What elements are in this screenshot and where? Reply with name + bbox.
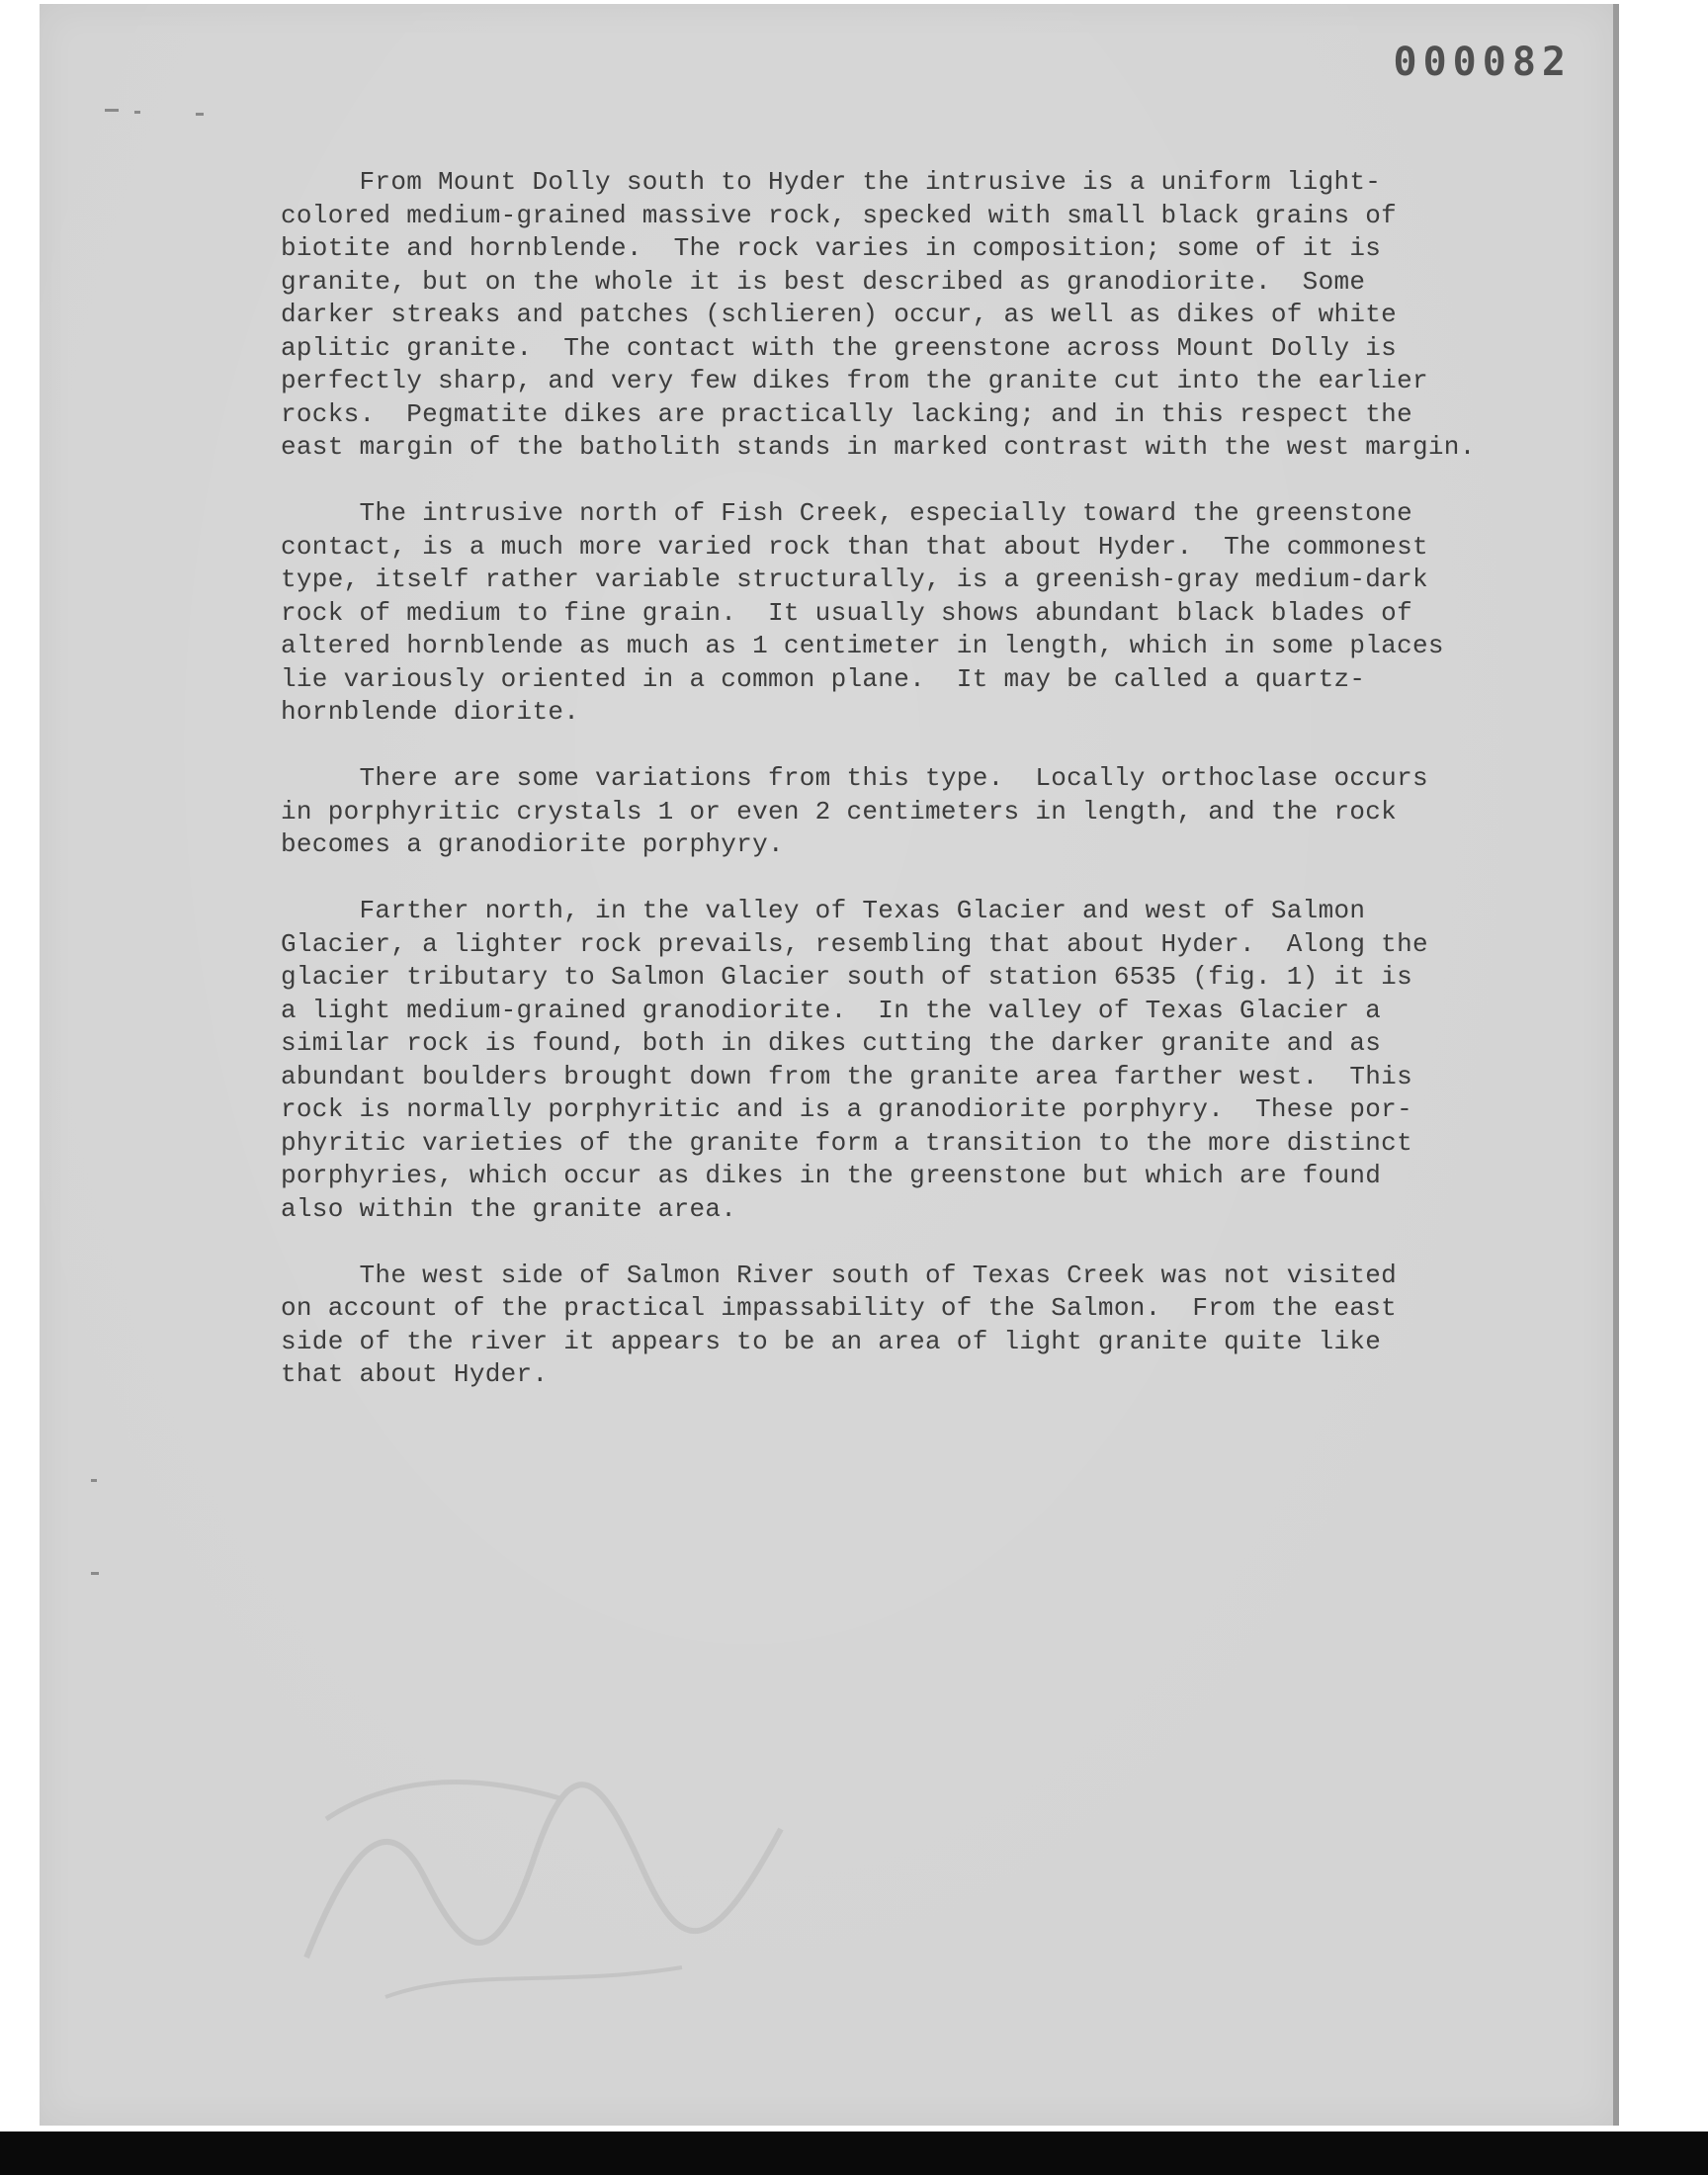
margin-mark: [91, 1572, 99, 1575]
text-line: The west side of Salmon River south of Texas Creek was not visited: [281, 1260, 1398, 1290]
text-line: type, itself rather variable structurally, is a greenish-gray medium-dark: [281, 565, 1428, 594]
paragraph-texas-glacier: [281, 895, 1566, 1226]
text-line: Glacier, a lighter rock prevails, resembling that about Hyder. Along the: [281, 928, 1428, 959]
margin-mark: [91, 1479, 97, 1482]
text-line: rock is normally porphyritic and is a granodiorite porphyry. These por-: [281, 1094, 1412, 1124]
text-line: perfectly sharp, and very few dikes from the granite cut into the earlier: [281, 366, 1428, 395]
text-line: abundant boulders brought down from the granite area farther west. This: [281, 1061, 1412, 1091]
text-line: granite, but on the whole it is best described as granodiorite. Some: [281, 266, 1366, 297]
text-line: that about Hyder.: [281, 1359, 549, 1389]
text-line: altered hornblende as much as 1 centimeter in length, which in some places: [281, 631, 1444, 660]
text-line: also within the granite area.: [281, 1193, 737, 1224]
text-line: hornblende diorite.: [281, 697, 580, 727]
text-line: lie variously oriented in a common plane. It may be called a quartz-: [281, 663, 1366, 694]
scanner-bottom-band: [0, 2132, 1708, 2175]
text-line: east margin of the batholith stands in marked contrast with the west margin.: [281, 432, 1476, 462]
text-line: Farther north, in the valley of Texas Glacier and west of Salmon: [281, 896, 1366, 925]
text-line: side of the river it appears to be an area of light granite quite like: [281, 1326, 1382, 1356]
text-line: aplitic granite. The contact with the greenstone across Mount Dolly is: [281, 332, 1398, 363]
text-line: There are some variations from this type. Locally orthoclase occurs: [281, 763, 1428, 793]
margin-mark: [134, 111, 140, 114]
margin-mark: [105, 109, 119, 112]
text-line: darker streaks and patches (schlieren) occur, as well as dikes of white: [281, 300, 1398, 329]
page-edge: [1613, 4, 1619, 2126]
page-number: 000082: [1393, 40, 1572, 85]
paragraph-salmon-river: [281, 1260, 1566, 1392]
text-line: on account of the practical impassability of the Salmon. From the east: [281, 1293, 1398, 1323]
paragraph-mount-dolly: [281, 166, 1566, 465]
text-line: similar rock is found, both in dikes cutting the darker granite and as: [281, 1028, 1382, 1058]
text-line: porphyries, which occur as dikes in the greenstone but which are found: [281, 1161, 1382, 1190]
text-line: rock of medium to fine grain. It usually shows abundant black blades of: [281, 597, 1412, 628]
text-line: biotite and hornblende. The rock varies in composition; some of it is: [281, 233, 1382, 263]
paragraph-variations: [281, 762, 1566, 862]
text-line: phyritic varieties of the granite form a transition to the more distinct: [281, 1127, 1412, 1158]
text-line: in porphyritic crystals 1 or even 2 centimeters in length, and the rock: [281, 796, 1398, 826]
paragraph-fish-creek: [281, 497, 1566, 730]
text-line: contact, is a much more varied rock than that about Hyder. The commonest: [281, 531, 1428, 562]
text-line: a light medium-grained granodiorite. In the valley of Texas Glacier a: [281, 995, 1382, 1025]
bleed-through-handwriting: [267, 1740, 820, 2037]
text-line: colored medium-grained massive rock, specked with small black grains of: [281, 200, 1398, 230]
text-line: The intrusive north of Fish Creek, especially toward the greenstone: [281, 498, 1412, 528]
text-line: From Mount Dolly south to Hyder the intrusive is a uniform light-: [281, 167, 1382, 197]
text-line: rocks. Pegmatite dikes are practically lacking; and in this respect the: [281, 398, 1412, 429]
document-body: [281, 166, 1566, 1425]
margin-mark: [196, 113, 204, 116]
text-line: becomes a granodiorite porphyry.: [281, 829, 784, 859]
text-line: glacier tributary to Salmon Glacier south of station 6535 (fig. 1) it is: [281, 962, 1412, 992]
